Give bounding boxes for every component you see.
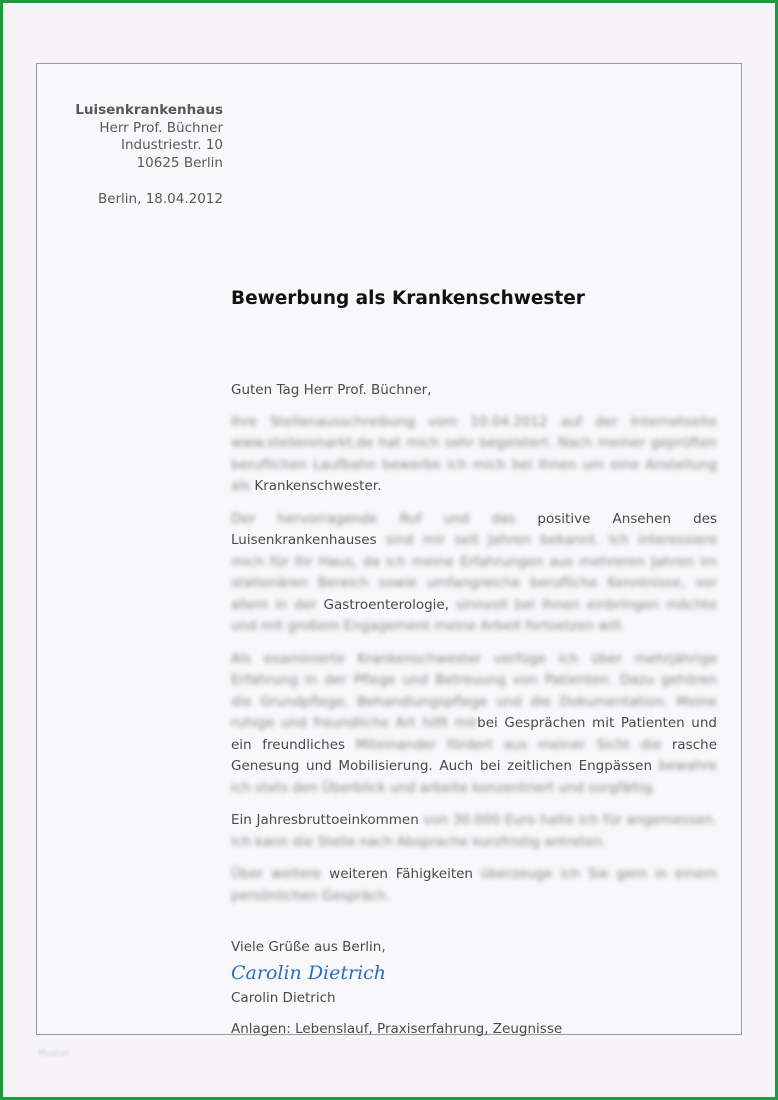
redacted-text: Als examinierte Krankenschwester verfüge ich über mehrjährige Erfahrung in der Pflege und Betreuung von Patienten. Dazu gehören die Grundpflege, Behandlungspflege und die Dokumentation. Meine ruhige und freundliche Art hilft mir	[231, 650, 717, 731]
redacted-text: sinnvoll bei Ihnen einbringen möchte und mit großem Engagement meine Arbeit fortsetzen will.	[231, 596, 717, 634]
paragraph-2-visible-a: positive Ansehen des Luisenkrankenhauses	[231, 510, 717, 548]
letter-subject: Bewerbung als Krankenschwester	[231, 288, 585, 309]
recipient-address	[75, 102, 223, 209]
letter-page	[36, 63, 742, 1035]
handwritten-signature: Carolin Dietrich	[231, 961, 387, 984]
paragraph-5	[231, 864, 717, 907]
paragraph-1-visible: Krankenschwester.	[254, 478, 382, 494]
paragraph-3-visible-b: rasche Genesung und Mobilisierung.	[231, 736, 717, 774]
recipient-name: Herr Prof. Büchner	[99, 119, 223, 136]
letter-date: Berlin, 18.04.2012	[97, 191, 223, 207]
paragraph-5-visible: weiteren Fähigkeiten	[329, 866, 473, 882]
paragraph-3-visible-a: bei Gesprächen mit Patienten und ein freundliches	[231, 715, 717, 753]
watermark: Muster	[38, 1049, 69, 1059]
paragraph-1	[231, 412, 717, 498]
redacted-text: Miteinander fördert aus meiner Sicht die	[355, 736, 662, 753]
redacted-text: von 30.000 Euro halte ich für angemessen. Ich kann die Stelle nach Absprache kurzfristig antreten.	[231, 812, 717, 850]
salutation: Guten Tag Herr Prof. Büchner,	[231, 382, 432, 398]
recipient-street: Industriestr. 10	[121, 137, 223, 153]
redacted-text: Über weitere	[231, 866, 322, 882]
paragraph-3	[231, 649, 717, 800]
paragraph-3-visible-c: Auch bei zeitlichen Engpässen	[439, 758, 653, 774]
redacted-text: überzeuge ich Sie gern in einem persönlichen Gespräch.	[231, 866, 717, 904]
paragraph-4	[231, 810, 717, 853]
closing: Viele Grüße aus Berlin,	[231, 939, 386, 955]
recipient-org: Luisenkrankenhaus	[75, 102, 223, 118]
redacted-text: sind mir seit Jahren bekannt. Ich interessiere mich für Ihr Haus, da ich meine Erfahrungen aus mehreren Jahren im stationären Bereich sowie umfangreiche berufliche Kenntnisse, vor allem in der	[231, 532, 717, 613]
paragraph-2-visible-b: Gastroenterologie,	[323, 596, 450, 613]
paragraph-2	[231, 509, 717, 638]
redacted-text: Der hervorragende Ruf und das	[231, 510, 516, 527]
redacted-text: Ihre Stellenausschreibung vom 10.04.2012 auf der Internetseite www.stellenmarkt.de hat mich sehr begeistert. Nach meiner geprüften beruflichen Laufbahn bewerbe ich mich bei Ihnen um eine Anstellung als	[231, 413, 717, 494]
paragraph-4-visible: Ein Jahresbruttoeinkommen	[231, 812, 419, 828]
redacted-text: bewahre ich stets den Überblick und arbeite konzentriert und sorgfältig.	[231, 758, 717, 796]
sender-name: Carolin Dietrich	[231, 989, 336, 1006]
letter-body	[231, 380, 717, 1041]
recipient-city: 10625 Berlin	[136, 154, 223, 171]
attachments-line: Anlagen: Lebenslauf, Praxiserfahrung, Zeugnisse	[231, 1021, 563, 1037]
